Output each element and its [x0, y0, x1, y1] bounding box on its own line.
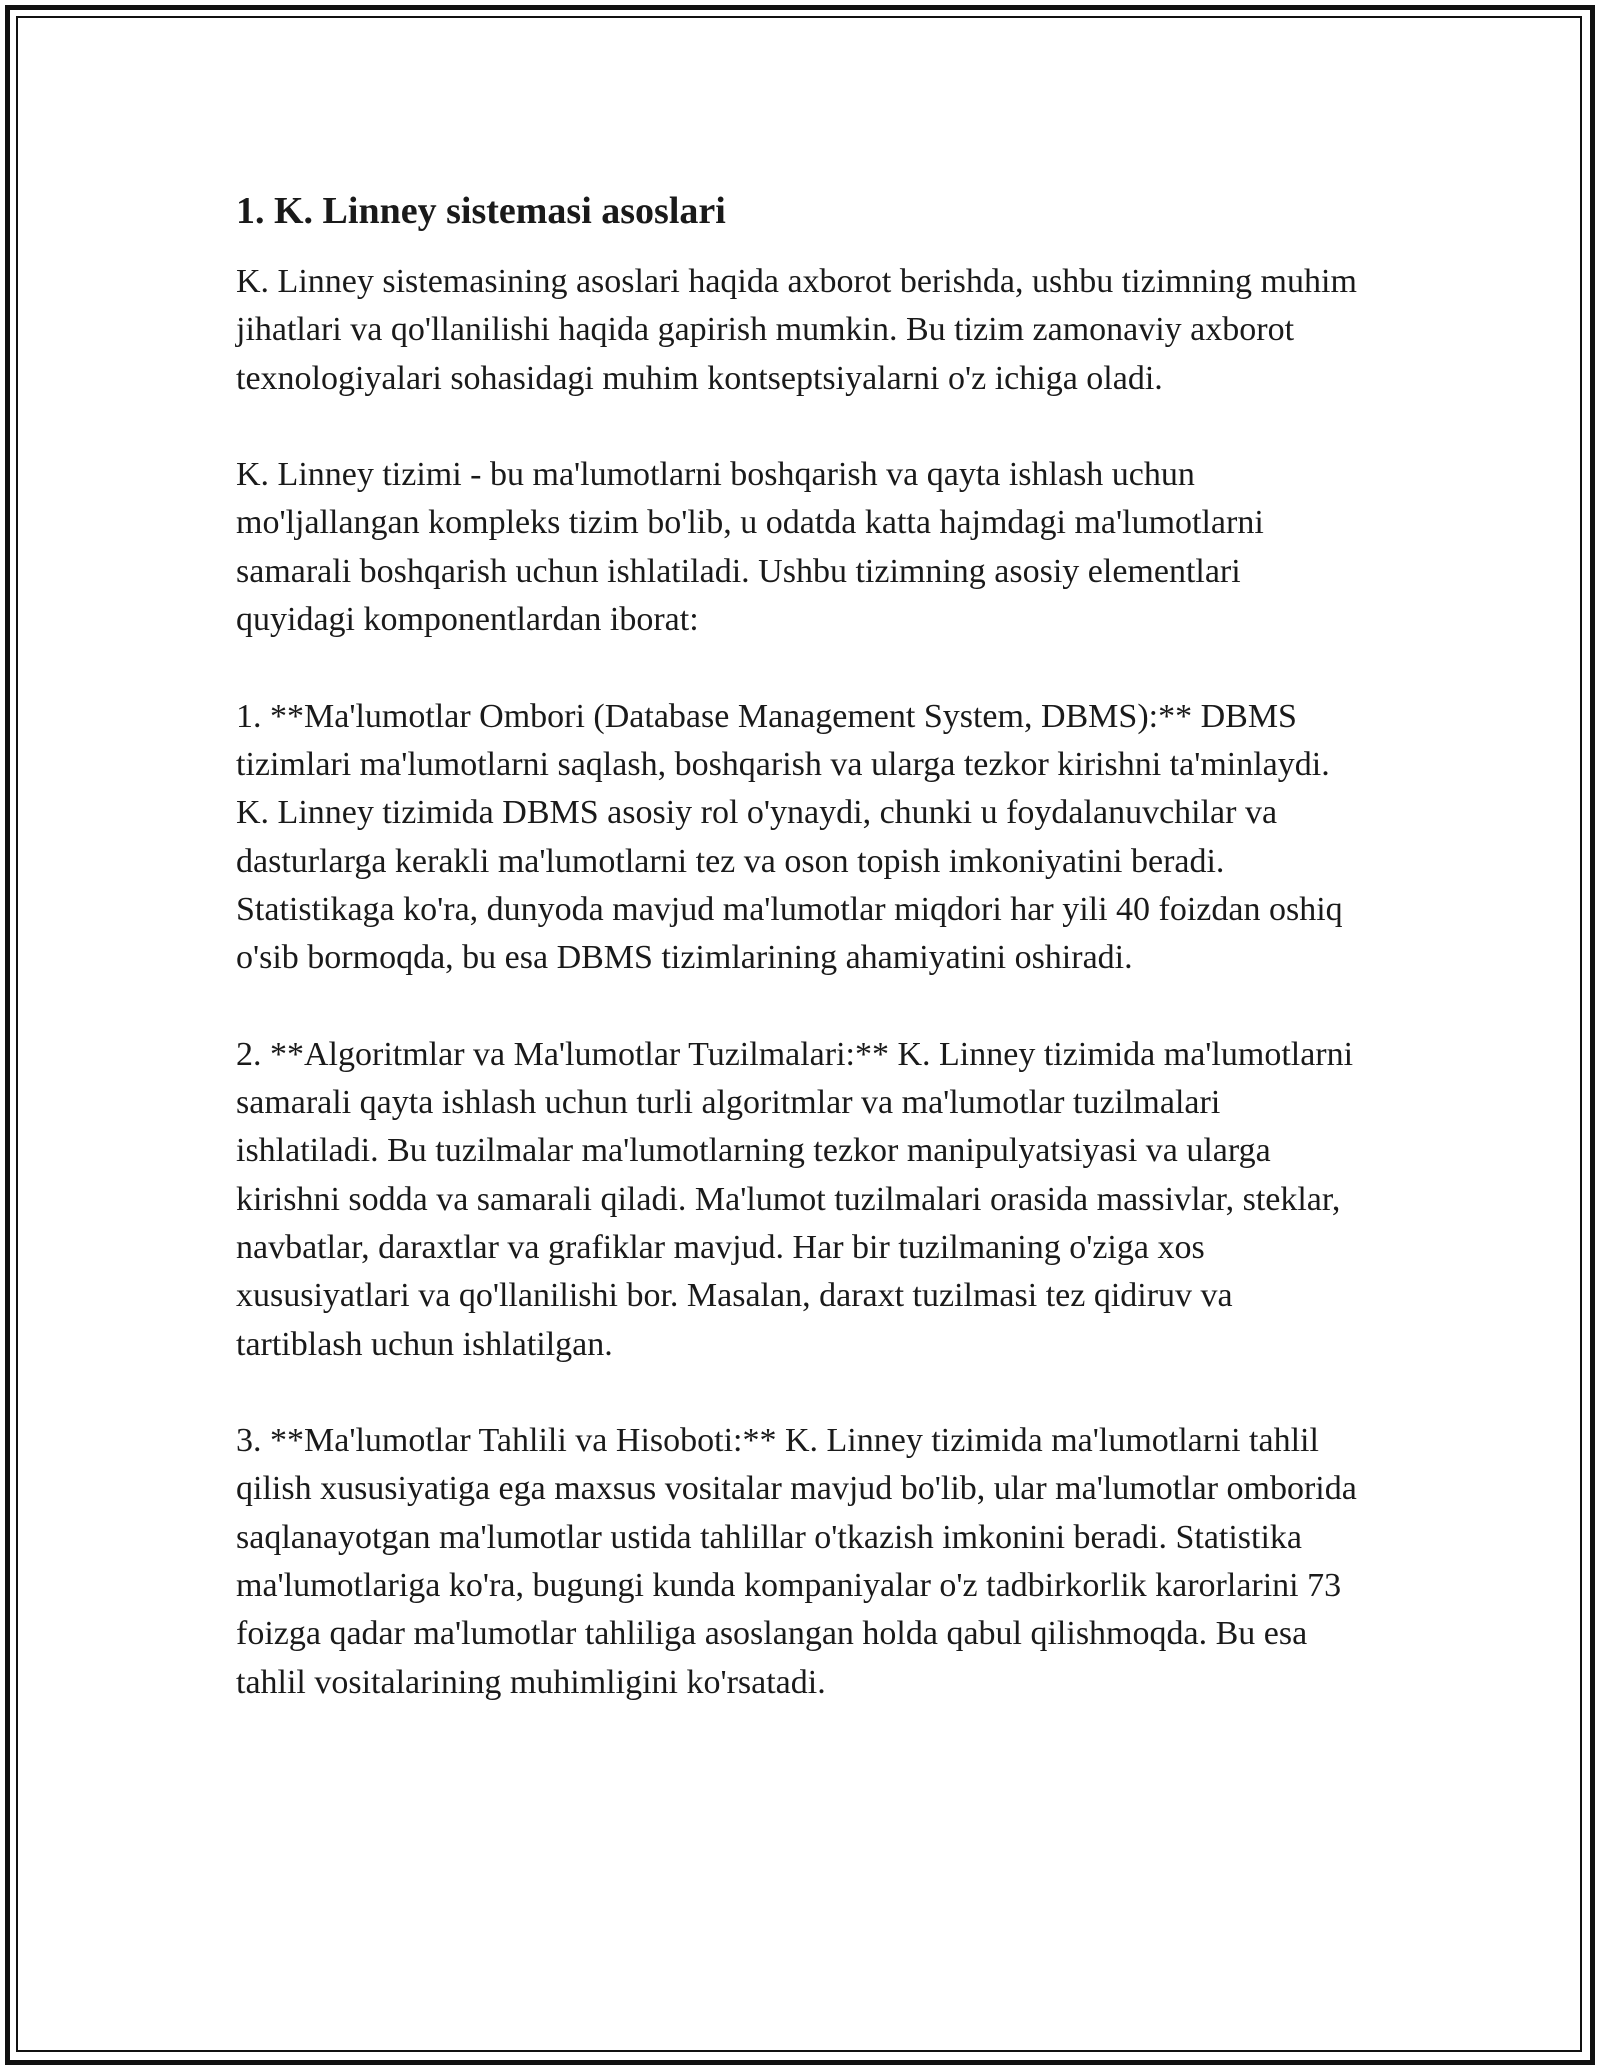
paragraph-item-analysis: 3. **Ma'lumotlar Tahlili va Hisoboti:** K. Linney tizimida ma'lumotlarni tahlil qilish xususiyatiga ega maxsus vositalar mavjud bo'lib, ular ma'lumotlar omborida saqlanayotgan ma'lumotlar ustida tahlillar o'tkazish imkonini beradi. Statistika ma'lumotlariga ko'ra, bugungi kunda kompaniyalar o'z tadbirkorlik karorlarini 73 foizga qadar ma'lumotlar tahliliga asoslangan holda qabul qilishmoqda. Bu esa tahlil vositalarining muhimligini ko'rsatadi. — [236, 1422, 1357, 1701]
paragraph-intro: K. Linney sistemasining asoslari haqida axborot berishda, ushbu tizimning muhim jihatlari va qo'llanilishi haqida gapirish mumkin. Bu tizim zamonaviy axborot texnologiyalari sohasidagi muhim kontseptsiyalarni o'z ichiga oladi. — [236, 263, 1357, 397]
document-body — [236, 186, 1366, 1755]
paragraph-system-overview: K. Linney tizimi - bu ma'lumotlarni boshqarish va qayta ishlash uchun mo'ljallangan kompleks tizim bo'lib, u odatda katta hajmdagi ma'lumotlarni samarali boshqarish uchun ishlatiladi. Ushbu tizimning asosiy elementlari quyidagi komponentlardan iborat: — [236, 456, 1264, 639]
paragraph-item-dbms: 1. **Ma'lumotlar Ombori (Database Management System, DBMS):** DBMS tizimlari ma'lumotlarni saqlash, boshqarish va ularga tezkor kirishni ta'minlaydi. K. Linney tizimida DBMS asosiy rol o'ynaydi, chunki u foydalanuvchilar va dasturlarga kerakli ma'lumotlarni tez va oson topish imkoniyatini beradi. Statistikaga ko'ra, dunyoda mavjud ma'lumotlar miqdori har yili 40 foizdan oshiq o'sib bormoqda, bu esa DBMS tizimlarining ahamiyatini oshiradi. — [236, 697, 1343, 977]
paragraph-item-algorithms: 2. **Algoritmlar va Ma'lumotlar Tuzilmalari:** K. Linney tizimida ma'lumotlarni samarali qayta ishlash uchun turli algoritmlar va ma'lumotlar tuzilmalari ishlatiladi. Bu tuzilmalar ma'lumotlarning tezkor manipulyatsiyasi va ularga kirishni sodda va samarali qiladi. Ma'lumot tuzilmalari orasida massivlar, steklar, navbatlar, daraxtlar va grafiklar mavjud. Har bir tuzilmaning o'ziga xos xususiyatlari va qo'llanilishi bor. Masalan, daraxt tuzilmasi tez qidiruv va tartiblash uchun ishlatilgan. — [236, 1035, 1354, 1363]
section-title: 1. K. Linney sistemasi asoslari — [236, 190, 726, 232]
